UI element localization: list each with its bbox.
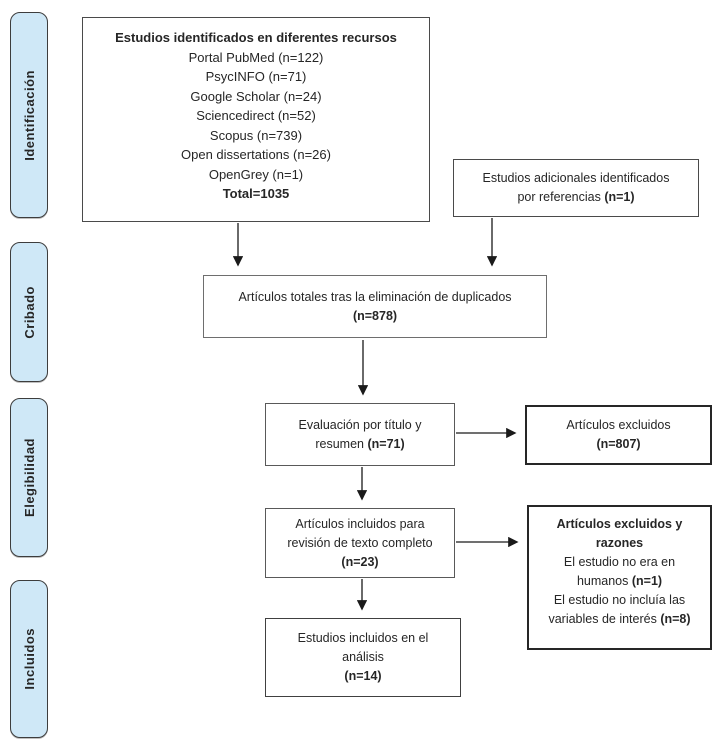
fulltext-count: (n=23) (341, 554, 379, 569)
reason1-count: (n=1) (631, 574, 663, 588)
source-line-google-scholar: Google Scholar (n=24) (190, 88, 322, 104)
box-additional-studies (453, 159, 699, 217)
stage-label-eligibility (10, 398, 48, 557)
additional-count: (n=1) (604, 190, 635, 204)
box-fulltext-review (265, 508, 455, 578)
stage-label-included-text: Incluidos (21, 628, 37, 690)
stage-label-identification (10, 12, 48, 218)
stage-label-included (10, 580, 48, 738)
source-line-sciencedirect: Sciencedirect (n=52) (196, 108, 316, 123)
box-identified-sources (82, 17, 430, 222)
included-line1: Estudios incluidos en el (297, 631, 429, 645)
duplicates-count: (n=878) (352, 308, 398, 323)
reason2-line2: variables de interés (n=8) (548, 612, 691, 626)
box-identified-sources-title: Estudios identificados en diferentes recursos (115, 30, 397, 45)
excluded-line1: Artículos excluidos (566, 418, 671, 432)
box-excluded-articles (525, 405, 712, 465)
source-line-pubmed: Portal PubMed (n=122) (188, 49, 324, 65)
source-line-open-dissertations: Open dissertations (n=26) (181, 147, 331, 162)
additional-line1: Estudios adicionales identificados (482, 171, 670, 185)
evaluation-line2: resumen (n=71) (315, 436, 405, 451)
reasons-title-line2: razones (595, 536, 644, 550)
reason1-line2: humanos (n=1) (576, 574, 663, 588)
box-after-duplicates-removed (203, 275, 547, 338)
duplicates-line1: Artículos totales tras la eliminación de duplicados (238, 289, 512, 304)
excluded-count: (n=807) (596, 437, 641, 451)
source-line-opengrey: OpenGrey (n=1) (208, 166, 304, 182)
stage-label-eligibility-text: Elegibilidad (21, 438, 37, 517)
source-total: Total=1035 (222, 186, 290, 201)
stage-label-screening-text: Cribado (21, 285, 37, 339)
included-line2: análisis (342, 650, 384, 664)
reason2-count: (n=8) (660, 612, 691, 626)
stage-label-identification-text: Identificación (21, 69, 37, 161)
fulltext-line1: Artículos incluidos para (295, 516, 425, 531)
evaluation-line1: Evaluación por título y (298, 417, 422, 432)
reason2-line1: El estudio no incluía las (553, 593, 686, 607)
reasons-title-line1: Artículos excluidos y (556, 517, 683, 531)
source-line-psycinfo: PsycINFO (n=71) (205, 69, 307, 84)
included-count: (n=14) (344, 669, 382, 683)
reason1-line1: El estudio no era en (563, 555, 676, 569)
additional-line2: por referencias (n=1) (517, 190, 635, 204)
box-title-abstract-evaluation (265, 403, 455, 466)
fulltext-line2: revisión de texto completo (287, 535, 433, 550)
box-included-in-analysis (265, 618, 461, 697)
stage-label-screening (10, 242, 48, 382)
evaluation-count: (n=71) (367, 436, 405, 451)
source-line-scopus: Scopus (n=739) (209, 127, 303, 143)
box-exclusion-reasons (527, 505, 712, 650)
